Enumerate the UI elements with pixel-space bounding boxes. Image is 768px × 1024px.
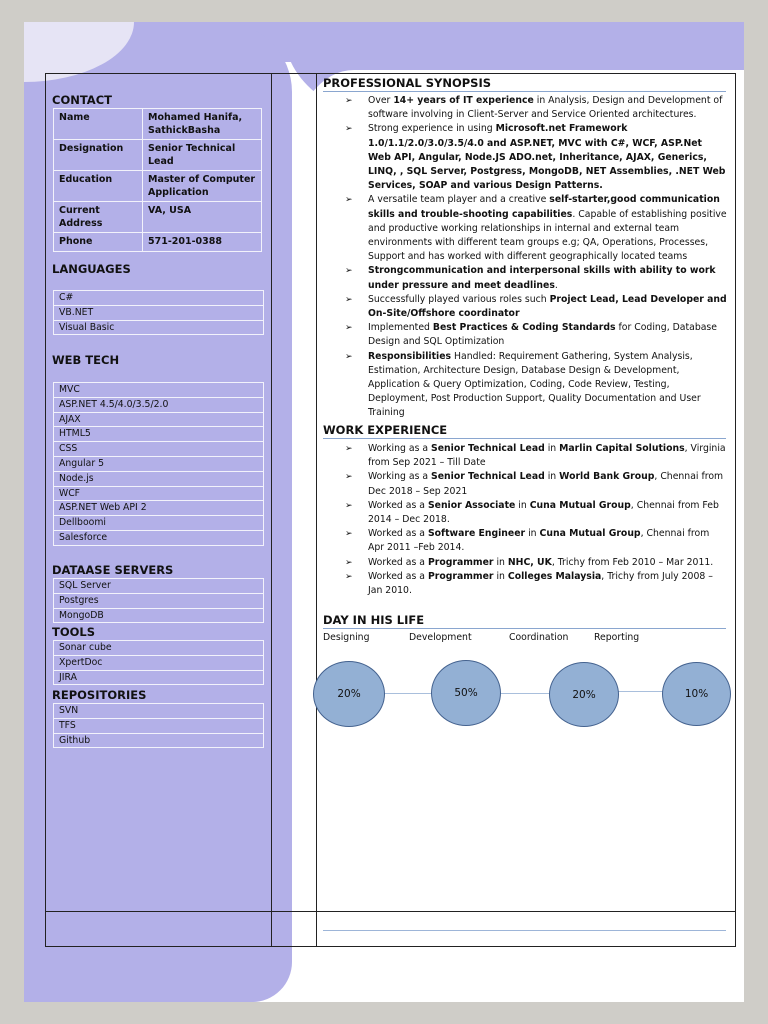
bubble-connector — [618, 691, 663, 692]
list-item: ➢ Responsibilities Handled: Requirement Gathering, System Analysis, Estimation, Architecture Design, Database Design & Development, Application & Query Optimization, Coding, Code Review, Testing, Deployment, Post Production Support, Quality Documentation and User Training — [323, 350, 728, 421]
list-item: Postgres — [53, 593, 264, 608]
contact-label: Phone — [54, 233, 143, 252]
list-item: XpertDoc — [53, 655, 264, 670]
footer-rule — [323, 930, 726, 931]
day-label-coordination: Coordination — [509, 632, 569, 643]
contact-label: Current Address — [54, 202, 143, 233]
list-item: ➢ Worked as a Programmer in NHC, UK, Trichy from Feb 2010 – Mar 2011. — [323, 556, 728, 570]
list-item: Visual Basic — [53, 320, 264, 336]
contact-value: Senior Technical Lead — [143, 140, 262, 171]
dbservers-heading: DATAASE SERVERS — [52, 563, 174, 577]
contact-row — [54, 109, 262, 140]
list-item: CSS — [53, 441, 264, 456]
list-item: MongoDB — [53, 608, 264, 624]
list-item: SQL Server — [53, 578, 264, 593]
list-item: Salesforce — [53, 530, 264, 546]
list-item: Angular 5 — [53, 456, 264, 471]
languages-heading: LANGUAGES — [52, 262, 131, 276]
contact-label: Education — [54, 171, 143, 202]
list-item: ➢ Implemented Best Practices & Coding Standards for Coding, Database Design and SQL Optimization — [323, 321, 728, 349]
repositories-heading: REPOSITORIES — [52, 688, 147, 702]
synopsis-list — [323, 94, 728, 421]
synopsis-heading: PROFESSIONAL SYNOPSIS — [323, 76, 726, 92]
frame-divider-1 — [271, 73, 272, 946]
webtech-list — [53, 382, 264, 546]
contact-value: Mohamed Hanifa, SathickBasha — [143, 109, 262, 140]
contact-value: VA, USA — [143, 202, 262, 233]
list-item: WCF — [53, 486, 264, 501]
list-item: ➢ Over 14+ years of IT experience in Analysis, Design and Development of software involving in Client-Server and Service Oriented architectures. — [323, 94, 728, 122]
work-list — [323, 442, 728, 598]
list-item: ➢ Strong experience in using Microsoft.net Framework 1.0/1.1/2.0/3.0/3.5/4.0 and ASP.NET, MVC with C#, WCF, ASP.Net Web API, Angular, Node.JS ADO.net, Inheritance, AJAX, Generics, LINQ, , SQL Server, Postgress, MongoDB, NET Assemblies, .NET Web Services, SOAP and various Design Patterns. — [323, 122, 728, 193]
contact-label: Designation — [54, 140, 143, 171]
list-item: MVC — [53, 382, 264, 397]
contact-table — [53, 108, 262, 252]
list-item: Github — [53, 733, 264, 749]
bubble-reporting: 10% — [662, 662, 731, 726]
day-label-reporting: Reporting — [594, 632, 640, 643]
tools-list — [53, 640, 264, 685]
list-item: VB.NET — [53, 305, 264, 320]
contact-value: Master of Computer Application — [143, 171, 262, 202]
bubble-designing: 20% — [313, 661, 385, 727]
day-label-designing: Designing — [323, 632, 370, 643]
list-item: ➢ A versatile team player and a creative self-starter,good communication skills and trouble-shooting capabilities. Capable of establishing positive and productive working relationships in internal and external team environments with different team groups e.g; QA, Operations, Processes, Support and has worked with different geographically located teams — [323, 193, 728, 264]
bubble-coordination: 20% — [549, 662, 619, 727]
list-item: ➢ Working as a Senior Technical Lead in World Bank Group, Chennai from Dec 2018 – Sep 2021 — [323, 470, 728, 498]
list-item: C# — [53, 290, 264, 305]
repositories-list — [53, 703, 264, 748]
list-item: ➢ Strongcommunication and interpersonal skills with ability to work under pressure and meet deadlines. — [323, 264, 728, 292]
dbservers-list — [53, 578, 264, 623]
contact-row — [54, 202, 262, 233]
bubble-connector — [500, 693, 550, 694]
list-item: ASP.NET 4.5/4.0/3.5/2.0 — [53, 397, 264, 412]
list-item: ASP.NET Web API 2 — [53, 500, 264, 515]
bubble-development: 50% — [431, 660, 501, 726]
day-label-development: Development — [409, 632, 472, 643]
tools-heading: TOOLS — [52, 625, 96, 639]
bubble-connector — [384, 693, 432, 694]
list-item: Dellboomi — [53, 515, 264, 530]
list-item: SVN — [53, 703, 264, 718]
list-item: ➢ Working as a Senior Technical Lead in Marlin Capital Solutions, Virginia from Sep 2021 – Till Date — [323, 442, 728, 470]
work-heading: WORK EXPERIENCE — [323, 423, 726, 439]
list-item: ➢ Worked as a Programmer in Colleges Malaysia, Trichy from July 2008 – Jan 2010. — [323, 570, 728, 598]
list-item: JIRA — [53, 670, 264, 686]
list-item: ➢ Worked as a Software Engineer in Cuna Mutual Group, Chennai from Apr 2011 –Feb 2014. — [323, 527, 728, 555]
list-item: ➢ Successfully played various roles such Project Lead, Lead Developer and On-Site/Offshore coordinator — [323, 293, 728, 321]
list-item: ➢ Worked as a Senior Associate in Cuna Mutual Group, Chennai from Feb 2014 – Dec 2018. — [323, 499, 728, 527]
list-item: HTML5 — [53, 426, 264, 441]
frame-footer-line — [45, 911, 735, 912]
day-heading: DAY IN HIS LIFE — [323, 613, 726, 629]
list-item: AJAX — [53, 412, 264, 427]
contact-row — [54, 233, 262, 252]
contact-row — [54, 140, 262, 171]
contact-label: Name — [54, 109, 143, 140]
contact-heading: CONTACT — [52, 93, 112, 107]
list-item: Node.js — [53, 471, 264, 486]
languages-list — [53, 290, 264, 335]
webtech-heading: WEB TECH — [52, 353, 120, 367]
contact-value: 571-201-0388 — [143, 233, 262, 252]
contact-row — [54, 171, 262, 202]
list-item: Sonar cube — [53, 640, 264, 655]
list-item: TFS — [53, 718, 264, 733]
frame-divider-2 — [316, 73, 317, 946]
